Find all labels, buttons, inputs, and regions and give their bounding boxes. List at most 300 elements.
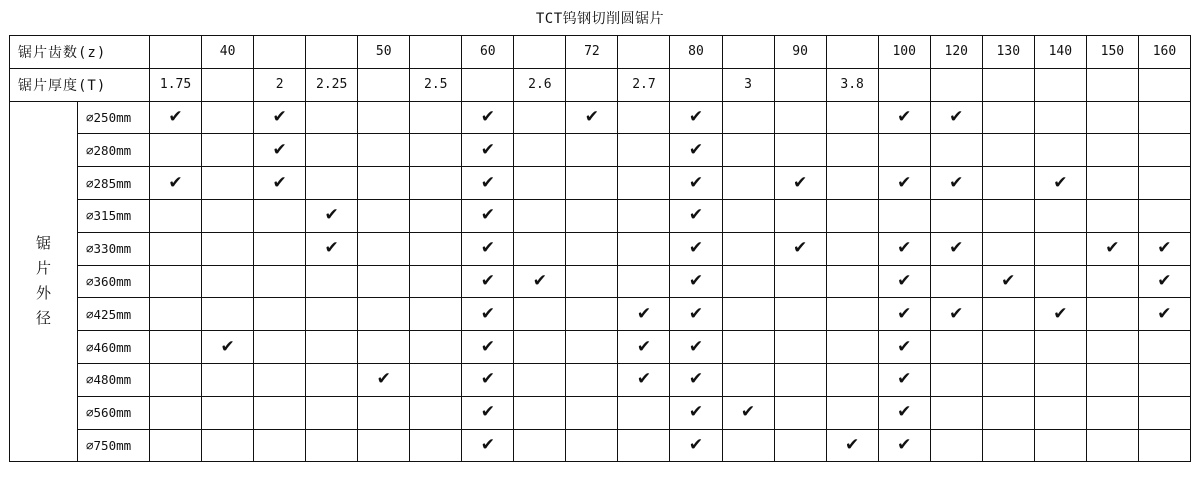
checkmark-icon: ✔ [845,434,860,455]
checkmark-icon: ✔ [480,172,495,193]
spec-cell [566,298,618,331]
checkmark-icon: ✔ [220,336,235,357]
spec-cell [670,396,722,429]
spec-cell [566,396,618,429]
spec-cell [982,396,1034,429]
spec-cell [1034,167,1086,200]
spec-cell [202,167,254,200]
checkmark-icon: ✔ [532,270,547,291]
spec-cell [462,199,514,232]
spec-cell [618,331,670,364]
spec-cell [254,298,306,331]
spec-cell [618,396,670,429]
spec-cell [358,429,410,462]
teeth-row [10,36,1191,69]
spec-cell [150,396,202,429]
spec-cell [774,101,826,134]
spec-cell [514,429,566,462]
checkmark-icon: ✔ [688,303,704,324]
spec-cell [202,429,254,462]
checkmark-icon: ✔ [688,106,704,127]
spec-cell [878,429,930,462]
spec-cell [410,134,462,167]
spec-cell [202,265,254,298]
spec-cell [358,331,410,364]
spec-cell [930,199,982,232]
spec-cell [878,331,930,364]
spec-cell [514,134,566,167]
checkmark-icon: ✔ [897,106,912,127]
checkmark-icon: ✔ [949,238,964,259]
checkmark-icon: ✔ [688,402,704,423]
teeth-cell: 140 [1034,36,1086,69]
teeth-cell: 60 [462,36,514,69]
spec-cell [254,167,306,200]
spec-cell [514,396,566,429]
spec-cell [566,167,618,200]
spec-cell [202,396,254,429]
spec-cell [826,199,878,232]
checkmark-icon: ✔ [688,139,704,160]
diameter-label: ⌀330mm [78,232,150,265]
spec-cell [982,101,1034,134]
spec-cell [254,429,306,462]
group-label-char: 外 [35,284,51,303]
group-label-char: 锯 [35,234,51,253]
spec-cell [618,199,670,232]
spec-cell [410,331,462,364]
spec-cell [358,232,410,265]
thickness-cell [774,68,826,101]
spec-cell [774,298,826,331]
spec-cell [982,199,1034,232]
spec-cell [514,167,566,200]
spec-cell [826,167,878,200]
checkmark-icon: ✔ [949,172,964,193]
spec-cell [930,167,982,200]
spec-cell [722,232,774,265]
spec-cell [982,363,1034,396]
checkmark-icon: ✔ [897,369,912,390]
diameter-group-label [10,101,78,462]
spec-cell [566,199,618,232]
thickness-cell: 3.8 [826,68,878,101]
spec-cell [254,396,306,429]
teeth-cell: 90 [774,36,826,69]
checkmark-icon: ✔ [376,369,391,390]
spec-cell [1034,331,1086,364]
spec-cell [254,199,306,232]
checkmark-icon: ✔ [480,369,495,390]
checkmark-icon: ✔ [480,106,495,127]
spec-cell [358,199,410,232]
spec-cell [878,396,930,429]
spec-cell [878,101,930,134]
spec-cell [410,429,462,462]
spec-cell [982,265,1034,298]
spec-cell [514,331,566,364]
teeth-cell [618,36,670,69]
spec-cell [462,429,514,462]
spec-cell [358,134,410,167]
checkmark-icon: ✔ [272,106,287,127]
spec-cell [670,101,722,134]
spec-cell [254,134,306,167]
thickness-cell: 3 [722,68,774,101]
spec-cell [878,265,930,298]
spec-cell [722,363,774,396]
spec-cell [774,396,826,429]
spec-cell [826,331,878,364]
checkmark-icon: ✔ [897,238,912,259]
spec-cell [1034,298,1086,331]
diameter-label: ⌀480mm [78,363,150,396]
spec-cell [202,331,254,364]
spec-cell [150,265,202,298]
teeth-cell: 72 [566,36,618,69]
diameter-label: ⌀425mm [78,298,150,331]
spec-cell [774,429,826,462]
diameter-row [10,232,1191,265]
spec-cell [514,199,566,232]
spec-cell [358,298,410,331]
spec-cell [826,134,878,167]
spec-cell [722,101,774,134]
spec-cell [930,429,982,462]
spec-cell [930,232,982,265]
spec-cell [826,101,878,134]
spec-cell [150,167,202,200]
spec-cell [566,101,618,134]
spec-cell [358,265,410,298]
diameter-row [10,429,1191,462]
diameter-row [10,331,1191,364]
spec-cell [410,101,462,134]
spec-cell [306,265,358,298]
diameter-row [10,199,1191,232]
spec-cell [202,363,254,396]
checkmark-icon: ✔ [688,434,704,455]
spec-cell [306,167,358,200]
checkmark-icon: ✔ [480,238,495,259]
group-label-char: 片 [35,259,51,278]
checkmark-icon: ✔ [636,303,652,324]
checkmark-icon: ✔ [1157,303,1172,324]
spec-cell [566,232,618,265]
checkmark-icon: ✔ [636,369,652,390]
checkmark-icon: ✔ [1053,303,1068,324]
spec-cell [1086,167,1138,200]
spec-cell [1138,134,1190,167]
spec-cell [670,265,722,298]
spec-cell [982,331,1034,364]
checkmark-icon: ✔ [480,270,495,291]
spec-cell [462,167,514,200]
diameter-row [10,167,1191,200]
checkmark-icon: ✔ [1157,270,1172,291]
spec-cell [410,167,462,200]
spec-cell [618,265,670,298]
diameter-row [10,265,1191,298]
spec-cell [930,134,982,167]
spec-cell [618,167,670,200]
diameter-row [10,363,1191,396]
spec-cell [306,331,358,364]
spec-cell [358,396,410,429]
spec-cell [878,134,930,167]
spec-cell [774,331,826,364]
spec-cell [1034,232,1086,265]
spec-cell [722,134,774,167]
spec-cell [1086,232,1138,265]
spec-cell [982,232,1034,265]
spec-cell [774,232,826,265]
spec-cell [930,363,982,396]
checkmark-icon: ✔ [636,336,652,357]
spec-cell [566,429,618,462]
spec-cell [254,265,306,298]
spec-cell [150,232,202,265]
diameter-row [10,396,1191,429]
spec-cell [982,167,1034,200]
spec-cell [306,396,358,429]
spec-cell [1138,396,1190,429]
checkmark-icon: ✔ [480,336,495,357]
spec-cell [514,298,566,331]
teeth-header-label: 锯片齿数(z) [10,36,150,69]
spec-cell [202,199,254,232]
spec-cell [670,331,722,364]
spec-cell [618,363,670,396]
spec-cell [1138,232,1190,265]
spec-cell [670,298,722,331]
spec-cell [1086,265,1138,298]
teeth-cell: 130 [982,36,1034,69]
checkmark-icon: ✔ [168,106,183,127]
diameter-label: ⌀285mm [78,167,150,200]
spec-cell [618,429,670,462]
teeth-cell: 150 [1086,36,1138,69]
spec-cell [150,331,202,364]
spec-cell [1138,429,1190,462]
spec-cell [670,232,722,265]
spec-cell [1138,101,1190,134]
saw-blade-spec-table [9,35,1191,462]
spec-cell [306,232,358,265]
spec-cell [514,363,566,396]
spec-cell [410,232,462,265]
checkmark-icon: ✔ [897,434,912,455]
spec-cell [150,363,202,396]
checkmark-icon: ✔ [168,172,183,193]
thickness-cell [202,68,254,101]
spec-cell [202,298,254,331]
checkmark-icon: ✔ [688,205,704,226]
teeth-cell [410,36,462,69]
spec-cell [1138,298,1190,331]
teeth-cell: 120 [930,36,982,69]
checkmark-icon: ✔ [792,238,808,259]
teeth-cell [306,36,358,69]
spec-cell [306,101,358,134]
spec-cell [306,298,358,331]
teeth-cell: 40 [202,36,254,69]
spec-cell [306,199,358,232]
spec-cell [878,363,930,396]
spec-cell [1138,167,1190,200]
spec-cell [1086,101,1138,134]
spec-cell [1034,429,1086,462]
diameter-label: ⌀750mm [78,429,150,462]
checkmark-icon: ✔ [688,369,704,390]
spec-cell [1138,363,1190,396]
spec-cell [410,199,462,232]
spec-cell [1086,363,1138,396]
checkmark-icon: ✔ [480,434,495,455]
checkmark-icon: ✔ [688,270,704,291]
spec-cell [150,134,202,167]
diameter-row [10,298,1191,331]
spec-cell [774,167,826,200]
diameter-label: ⌀280mm [78,134,150,167]
spec-cell [462,232,514,265]
spec-cell [826,396,878,429]
spec-cell [878,298,930,331]
spec-cell [774,199,826,232]
teeth-cell: 160 [1138,36,1190,69]
spec-cell [618,232,670,265]
spec-cell [722,331,774,364]
spec-cell [1086,298,1138,331]
spec-cell [670,199,722,232]
thickness-cell: 2.25 [306,68,358,101]
spec-cell [878,232,930,265]
spec-cell [254,232,306,265]
teeth-cell [150,36,202,69]
checkmark-icon: ✔ [272,172,287,193]
group-label-char: 径 [35,309,51,328]
spec-cell [1034,199,1086,232]
spec-cell [1034,265,1086,298]
checkmark-icon: ✔ [688,172,704,193]
checkmark-icon: ✔ [949,106,964,127]
diameter-label: ⌀460mm [78,331,150,364]
spec-cell [930,396,982,429]
checkmark-icon: ✔ [792,172,808,193]
spec-cell [982,429,1034,462]
spec-cell [462,134,514,167]
thickness-cell [1034,68,1086,101]
spec-cell [306,134,358,167]
thickness-cell: 2.5 [410,68,462,101]
spec-cell [306,363,358,396]
spec-cell [878,199,930,232]
spec-cell [514,101,566,134]
thickness-row [10,68,1191,101]
spec-cell [930,298,982,331]
spec-cell [1138,265,1190,298]
spec-cell [514,265,566,298]
thickness-cell [982,68,1034,101]
spec-cell [306,429,358,462]
spec-cell [722,298,774,331]
spec-cell [462,363,514,396]
checkmark-icon: ✔ [897,336,912,357]
spec-cell [514,232,566,265]
spec-cell [826,232,878,265]
spec-cell [410,363,462,396]
spec-cell [1086,199,1138,232]
diameter-row [10,134,1191,167]
thickness-cell: 1.75 [150,68,202,101]
spec-cell [722,167,774,200]
teeth-cell [514,36,566,69]
checkmark-icon: ✔ [740,402,756,423]
spec-cell [462,331,514,364]
checkmark-icon: ✔ [324,238,339,259]
spec-cell [826,363,878,396]
spec-cell [566,363,618,396]
spec-cell [202,101,254,134]
checkmark-icon: ✔ [897,172,912,193]
spec-cell [1034,101,1086,134]
thickness-cell [1138,68,1190,101]
spec-cell [1086,396,1138,429]
spec-cell [410,298,462,331]
page-title: TCT钨钢切削圆锯片 [535,11,665,27]
thickness-cell [566,68,618,101]
checkmark-icon: ✔ [324,205,339,226]
spec-cell [150,429,202,462]
spec-cell [618,298,670,331]
checkmark-icon: ✔ [480,402,495,423]
checkmark-icon: ✔ [897,270,912,291]
spec-cell [1086,134,1138,167]
spec-cell [566,331,618,364]
spec-cell [1086,331,1138,364]
diameter-label: ⌀560mm [78,396,150,429]
checkmark-icon: ✔ [949,303,964,324]
teeth-cell: 80 [670,36,722,69]
spec-cell [878,167,930,200]
spec-cell [826,265,878,298]
spec-cell [202,232,254,265]
spec-cell [358,363,410,396]
spec-cell [150,298,202,331]
spec-cell [722,199,774,232]
thickness-cell [462,68,514,101]
checkmark-icon: ✔ [1157,238,1172,259]
spec-cell [1034,134,1086,167]
teeth-cell: 100 [878,36,930,69]
spec-cell [566,134,618,167]
spec-cell [826,429,878,462]
spec-cell [930,331,982,364]
diameter-label: ⌀250mm [78,101,150,134]
spec-cell [774,265,826,298]
spec-cell [670,167,722,200]
spec-cell [462,396,514,429]
thickness-cell [930,68,982,101]
spec-cell [254,363,306,396]
spec-cell [1138,199,1190,232]
thickness-header-label: 锯片厚度(T) [10,68,150,101]
spec-cell [1086,429,1138,462]
spec-cell [670,134,722,167]
spec-cell [930,101,982,134]
checkmark-icon: ✔ [897,303,912,324]
spec-cell [982,134,1034,167]
